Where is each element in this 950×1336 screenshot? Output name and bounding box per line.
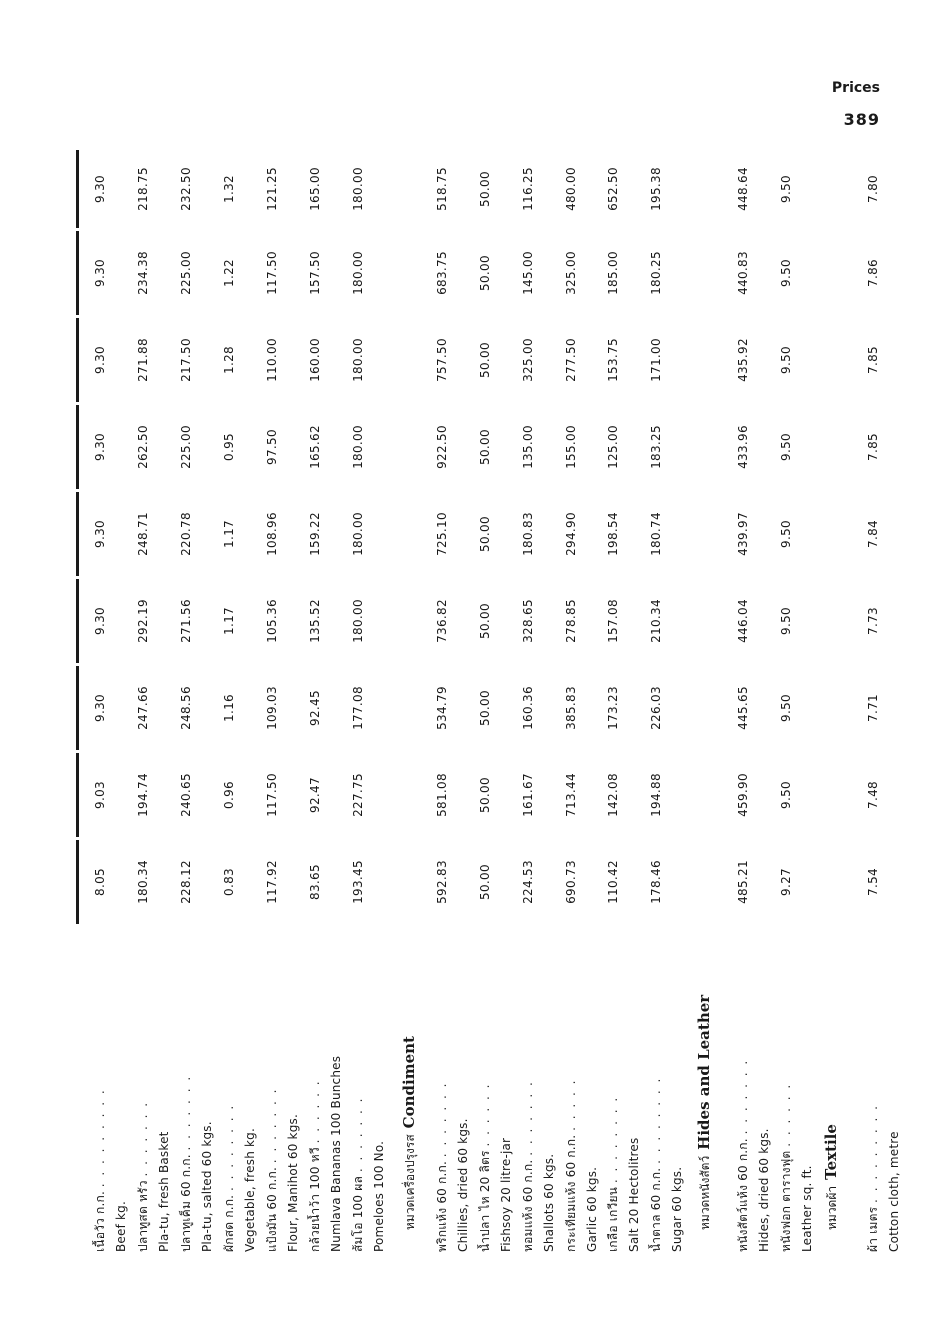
price-cell: 1.17 bbox=[222, 520, 236, 548]
section-heading bbox=[821, 1124, 842, 1230]
price-cell: 225.00 bbox=[179, 425, 193, 469]
price-cell: 713.44 bbox=[564, 773, 578, 817]
row-label bbox=[778, 936, 794, 1252]
row-label-text: Flour, Manihot 60 kgs. bbox=[286, 1114, 300, 1252]
price-cell: 7.84 bbox=[866, 520, 880, 548]
price-cell: 518.75 bbox=[435, 167, 449, 211]
price-cell: 92.45 bbox=[308, 690, 322, 726]
row-label-text: Leather sq. ft. bbox=[800, 1165, 814, 1252]
section-heading-english: Hides and Leather bbox=[695, 994, 713, 1150]
price-cell: 7.85 bbox=[866, 433, 880, 461]
price-cell: 459.90 bbox=[736, 773, 750, 817]
price-cell: 177.08 bbox=[351, 686, 365, 730]
price-cell: 7.85 bbox=[866, 346, 880, 374]
price-cell: 8.05 bbox=[93, 868, 107, 896]
section-heading-thai: หมวดผ้า bbox=[825, 1185, 839, 1230]
price-cell: 9.50 bbox=[779, 346, 793, 374]
row-label bbox=[264, 936, 280, 1252]
price-cell: 1.22 bbox=[222, 259, 236, 287]
row-label-text: Pomeloes 100 No. bbox=[372, 1140, 386, 1252]
dot-leader: . . . . . . . bbox=[435, 1081, 449, 1158]
price-cell: 9.50 bbox=[779, 694, 793, 722]
price-cell: 9.30 bbox=[93, 607, 107, 635]
row-label-text: Hides, dried 60 kgs. bbox=[757, 1128, 771, 1252]
dot-leader: . . . . . . bbox=[478, 1082, 492, 1147]
dot-leader: . . . . . . . bbox=[351, 1096, 365, 1173]
price-cell: 116.25 bbox=[521, 167, 535, 211]
price-cell: 155.00 bbox=[564, 425, 578, 469]
dot-leader: . . . . . . . . bbox=[222, 1103, 236, 1191]
price-cell: 110.42 bbox=[606, 860, 620, 904]
row-label bbox=[799, 936, 815, 1252]
price-cell: 180.00 bbox=[351, 251, 365, 295]
row-label-text: กระเทียมแห้ง 60 ก.ก. bbox=[564, 1134, 578, 1252]
column-rule bbox=[76, 150, 79, 228]
price-cell: 9.30 bbox=[93, 175, 107, 203]
price-cell: 50.00 bbox=[478, 777, 492, 813]
dot-leader: . . . . . . . bbox=[265, 1087, 279, 1164]
price-cell: 581.08 bbox=[435, 773, 449, 817]
row-label-text: ส้มโอ 100 ผล bbox=[351, 1175, 365, 1252]
price-cell: 228.12 bbox=[179, 860, 193, 904]
price-cell: 328.65 bbox=[521, 599, 535, 643]
column-rule bbox=[76, 579, 79, 663]
price-cell: 9.03 bbox=[93, 781, 107, 809]
dot-leader: . . . . . . . . bbox=[649, 1076, 663, 1164]
price-cell: 448.64 bbox=[736, 167, 750, 211]
column-rule bbox=[76, 231, 79, 315]
price-cell: 110.00 bbox=[265, 338, 279, 382]
row-label bbox=[563, 936, 579, 1252]
price-cell: 117.50 bbox=[265, 251, 279, 295]
row-label bbox=[135, 936, 151, 1252]
row-label-text: Salt 20 Hectolitres bbox=[627, 1137, 641, 1252]
price-cell: 117.50 bbox=[265, 773, 279, 817]
column-rule bbox=[76, 405, 79, 489]
dot-leader: . . . . . . . . . bbox=[93, 1088, 107, 1188]
price-cell: 227.75 bbox=[351, 773, 365, 817]
price-cell: 180.00 bbox=[351, 338, 365, 382]
price-cell: 9.27 bbox=[779, 868, 793, 896]
price-cell: 433.96 bbox=[736, 425, 750, 469]
row-label bbox=[648, 936, 664, 1252]
section-heading bbox=[694, 995, 715, 1230]
price-cell: 247.66 bbox=[136, 686, 150, 730]
row-label-text: Sugar 60 kgs. bbox=[670, 1166, 684, 1252]
section-heading-english: Condiment bbox=[400, 1036, 418, 1129]
price-cell: 50.00 bbox=[478, 429, 492, 465]
price-cell: 165.62 bbox=[308, 425, 322, 469]
price-cell: 534.79 bbox=[435, 686, 449, 730]
price-cell: 232.50 bbox=[179, 167, 193, 211]
price-cell: 180.74 bbox=[649, 512, 663, 556]
row-label-text: ปลาทูเค็ม 60 ก.ก. bbox=[179, 1154, 193, 1252]
price-cell: 7.71 bbox=[866, 694, 880, 722]
price-cell: 157.50 bbox=[308, 251, 322, 295]
price-cell: 690.73 bbox=[564, 860, 578, 904]
year-column bbox=[76, 318, 886, 402]
price-cell: 0.95 bbox=[222, 433, 236, 461]
year-column bbox=[76, 492, 886, 576]
price-cell: 485.21 bbox=[736, 860, 750, 904]
dot-leader: . . . . . . . . . bbox=[866, 1104, 880, 1203]
price-cell: 178.46 bbox=[649, 860, 663, 904]
price-cell: 262.50 bbox=[136, 425, 150, 469]
price-cell: 185.00 bbox=[606, 251, 620, 295]
row-label bbox=[626, 936, 642, 1252]
price-cell: 97.50 bbox=[265, 429, 279, 465]
price-cell: 180.34 bbox=[136, 860, 150, 904]
price-cell: 145.00 bbox=[521, 251, 535, 295]
price-cell: 736.82 bbox=[435, 599, 449, 643]
section-heading-thai: หมวดหนังสัตว์ bbox=[698, 1155, 712, 1230]
price-cell: 9.30 bbox=[93, 346, 107, 374]
price-cell: 325.00 bbox=[521, 338, 535, 382]
price-cell: 50.00 bbox=[478, 864, 492, 900]
row-label bbox=[156, 936, 172, 1252]
row-label-text: หอมแห้ง 60 ก.ก. bbox=[521, 1159, 535, 1252]
price-cell: 160.00 bbox=[308, 338, 322, 382]
price-cell: 125.00 bbox=[606, 425, 620, 469]
column-rule bbox=[76, 318, 79, 402]
dot-leader: . . . . . . . . bbox=[606, 1095, 620, 1184]
price-cell: 9.50 bbox=[779, 520, 793, 548]
price-cell: 440.83 bbox=[736, 251, 750, 295]
price-table bbox=[76, 150, 901, 1260]
price-cell: 193.45 bbox=[351, 860, 365, 904]
price-cell: 108.96 bbox=[265, 512, 279, 556]
price-cell: 194.88 bbox=[649, 773, 663, 817]
row-label-text: น้ำตาล 60 ก.ก. bbox=[649, 1167, 663, 1252]
price-cell: 277.50 bbox=[564, 338, 578, 382]
price-cell: 7.80 bbox=[866, 175, 880, 203]
dot-leader: . . . . . . . bbox=[136, 1100, 150, 1177]
price-cell: 7.86 bbox=[866, 259, 880, 287]
price-cell: 50.00 bbox=[478, 516, 492, 552]
price-cell: 592.83 bbox=[435, 860, 449, 904]
section-heading-english: Textile bbox=[822, 1124, 840, 1180]
price-cell: 1.32 bbox=[222, 175, 236, 203]
price-cell: 121.25 bbox=[265, 167, 279, 211]
price-cell: 171.00 bbox=[649, 338, 663, 382]
price-cell: 50.00 bbox=[478, 171, 492, 207]
row-label bbox=[605, 936, 621, 1252]
row-label bbox=[434, 936, 450, 1252]
price-cell: 198.54 bbox=[606, 512, 620, 556]
row-label-text: Vegetable, fresh kg. bbox=[243, 1127, 257, 1252]
price-cell: 224.53 bbox=[521, 860, 535, 904]
row-label bbox=[92, 936, 108, 1252]
row-label-text: น้ำปลา ไห 20 ลิตร bbox=[478, 1150, 492, 1252]
row-label bbox=[520, 936, 536, 1252]
row-label-text: เนื้อวัว ก.ก. bbox=[93, 1191, 107, 1252]
row-label bbox=[307, 936, 323, 1252]
row-label bbox=[350, 936, 366, 1252]
row-label-text: Numlava Bananas 100 Bunches bbox=[329, 1055, 343, 1252]
row-label bbox=[865, 936, 881, 1252]
price-cell: 480.00 bbox=[564, 167, 578, 211]
row-label bbox=[498, 936, 514, 1252]
price-cell: 9.30 bbox=[93, 694, 107, 722]
price-cell: 7.73 bbox=[866, 607, 880, 635]
price-cell: 271.88 bbox=[136, 338, 150, 382]
price-cell: 271.56 bbox=[179, 599, 193, 643]
running-head: Prices bbox=[831, 80, 880, 96]
price-cell: 105.36 bbox=[265, 599, 279, 643]
row-label bbox=[113, 936, 129, 1252]
price-cell: 7.54 bbox=[866, 868, 880, 896]
price-cell: 161.67 bbox=[521, 773, 535, 817]
price-cell: 135.00 bbox=[521, 425, 535, 469]
price-cell: 294.90 bbox=[564, 512, 578, 556]
row-label-text: Garlic 60 kgs. bbox=[585, 1166, 599, 1252]
price-cell: 218.75 bbox=[136, 167, 150, 211]
row-label bbox=[328, 936, 344, 1252]
price-cell: 1.16 bbox=[222, 694, 236, 722]
price-cell: 248.71 bbox=[136, 512, 150, 556]
row-label-text: Chillies, dried 60 kgs. bbox=[456, 1118, 470, 1252]
dot-leader: . . . . . . . bbox=[179, 1074, 193, 1151]
row-label-text: พริกแห้ง 60 ก.ก. bbox=[435, 1161, 449, 1252]
price-cell: 325.00 bbox=[564, 251, 578, 295]
price-cell: 117.92 bbox=[265, 860, 279, 904]
price-cell: 50.00 bbox=[478, 255, 492, 291]
price-cell: 445.65 bbox=[736, 686, 750, 730]
row-label-text: หนังสัตว์แห้ง 60 ก.ก. bbox=[736, 1138, 750, 1252]
row-label-text: กล้วยน้ำว้า 100 หวี bbox=[308, 1147, 322, 1252]
row-label bbox=[221, 936, 237, 1252]
price-cell: 165.00 bbox=[308, 167, 322, 211]
price-cell: 9.50 bbox=[779, 175, 793, 203]
row-label-text: ผ้า เมตร bbox=[866, 1206, 880, 1252]
price-cell: 194.74 bbox=[136, 773, 150, 817]
price-cell: 385.83 bbox=[564, 686, 578, 730]
price-cell: 50.00 bbox=[478, 603, 492, 639]
price-cell: 9.50 bbox=[779, 433, 793, 461]
year-column bbox=[76, 579, 886, 663]
price-cell: 248.56 bbox=[179, 686, 193, 730]
price-cell: 180.00 bbox=[351, 512, 365, 556]
year-column bbox=[76, 231, 886, 315]
price-cell: 278.85 bbox=[564, 599, 578, 643]
row-label bbox=[886, 936, 902, 1252]
price-cell: 757.50 bbox=[435, 338, 449, 382]
page-number: 389 bbox=[843, 110, 880, 129]
dot-leader: . . . . . bbox=[564, 1078, 578, 1131]
year-column bbox=[76, 840, 886, 924]
price-cell: 180.00 bbox=[351, 167, 365, 211]
row-label bbox=[584, 936, 600, 1252]
section-heading bbox=[399, 1036, 420, 1230]
price-cell: 220.78 bbox=[179, 512, 193, 556]
column-rule bbox=[76, 753, 79, 837]
row-label-text: แป้งมัน 60 ก.ก. bbox=[265, 1167, 279, 1252]
row-label bbox=[371, 936, 387, 1252]
row-label bbox=[178, 936, 194, 1252]
column-rule bbox=[76, 840, 79, 924]
price-cell: 7.48 bbox=[866, 781, 880, 809]
row-label-text: Beef kg. bbox=[114, 1200, 128, 1252]
price-cell: 160.36 bbox=[521, 686, 535, 730]
price-cell: 180.83 bbox=[521, 512, 535, 556]
price-cell: 9.30 bbox=[93, 433, 107, 461]
price-cell: 435.92 bbox=[736, 338, 750, 382]
price-cell: 9.50 bbox=[779, 781, 793, 809]
price-cell: 92.47 bbox=[308, 777, 322, 813]
row-labels bbox=[76, 930, 901, 1260]
dot-leader: . . . . . . . bbox=[521, 1080, 535, 1156]
column-rule bbox=[76, 666, 79, 750]
row-label bbox=[199, 936, 215, 1252]
price-cell: 292.19 bbox=[136, 599, 150, 643]
price-cell: 180.00 bbox=[351, 599, 365, 643]
price-cell: 50.00 bbox=[478, 342, 492, 378]
dot-leader: . . . . . . bbox=[308, 1079, 322, 1144]
year-column bbox=[76, 753, 886, 837]
row-label bbox=[541, 936, 557, 1252]
row-label bbox=[735, 936, 751, 1252]
price-cell: 180.00 bbox=[351, 425, 365, 469]
section-heading-thai: หมวดเครื่องปรุงรส bbox=[403, 1134, 417, 1230]
row-label-text: Pla-tu, fresh Basket bbox=[157, 1131, 171, 1252]
price-cell: 157.08 bbox=[606, 599, 620, 643]
price-cell: 50.00 bbox=[478, 690, 492, 726]
price-cell: 210.34 bbox=[649, 599, 663, 643]
price-cell: 83.65 bbox=[308, 864, 322, 900]
row-label-text: Cotton cloth, metre bbox=[887, 1131, 901, 1252]
price-cell: 153.75 bbox=[606, 338, 620, 382]
price-cell: 226.03 bbox=[649, 686, 663, 730]
year-column bbox=[76, 405, 886, 489]
price-cell: 9.50 bbox=[779, 259, 793, 287]
price-cell: 1.17 bbox=[222, 607, 236, 635]
price-cell: 0.83 bbox=[222, 868, 236, 896]
price-cell: 195.38 bbox=[649, 167, 663, 211]
row-label bbox=[669, 936, 685, 1252]
price-cell: 1.28 bbox=[222, 346, 236, 374]
year-column bbox=[76, 150, 886, 228]
row-label-text: ปลาทูสด หรัว bbox=[136, 1180, 150, 1252]
price-cell: 922.50 bbox=[435, 425, 449, 469]
dot-leader: . . . . . . bbox=[779, 1082, 793, 1147]
row-label bbox=[242, 936, 258, 1252]
price-cell: 439.97 bbox=[736, 512, 750, 556]
price-cell: 9.30 bbox=[93, 520, 107, 548]
price-cell: 180.25 bbox=[649, 251, 663, 295]
price-cell: 225.00 bbox=[179, 251, 193, 295]
row-label bbox=[756, 936, 772, 1252]
price-cell: 0.96 bbox=[222, 781, 236, 809]
price-cell: 217.50 bbox=[179, 338, 193, 382]
price-cell: 725.10 bbox=[435, 512, 449, 556]
column-rule bbox=[76, 492, 79, 576]
price-cell: 173.23 bbox=[606, 686, 620, 730]
price-cell: 234.38 bbox=[136, 251, 150, 295]
price-cell: 142.08 bbox=[606, 773, 620, 817]
price-cell: 446.04 bbox=[736, 599, 750, 643]
price-cell: 9.50 bbox=[779, 607, 793, 635]
price-cell: 240.65 bbox=[179, 773, 193, 817]
row-label-text: Shallots 60 kgs. bbox=[542, 1153, 556, 1252]
row-label bbox=[285, 936, 301, 1252]
row-label-text: Pla-tu, salted 60 kgs. bbox=[200, 1121, 214, 1252]
row-label-text: Fishsoy 20 litre-jar bbox=[499, 1137, 513, 1252]
price-cell: 135.52 bbox=[308, 599, 322, 643]
dot-leader: . . . . . . . bbox=[736, 1058, 750, 1135]
price-cell: 683.75 bbox=[435, 251, 449, 295]
price-cell: 9.30 bbox=[93, 259, 107, 287]
row-label bbox=[477, 936, 493, 1252]
row-label-text: หนังฟอก ตารางฟุต bbox=[779, 1150, 793, 1252]
year-column bbox=[76, 666, 886, 750]
row-label-text: เกลือ เกวียน bbox=[606, 1186, 620, 1252]
price-cell: 159.22 bbox=[308, 512, 322, 556]
price-cell: 652.50 bbox=[606, 167, 620, 211]
row-label-text: ผักสด ก.ก. bbox=[222, 1194, 236, 1252]
price-cell: 109.03 bbox=[265, 686, 279, 730]
row-label bbox=[455, 936, 471, 1252]
price-cell: 183.25 bbox=[649, 425, 663, 469]
